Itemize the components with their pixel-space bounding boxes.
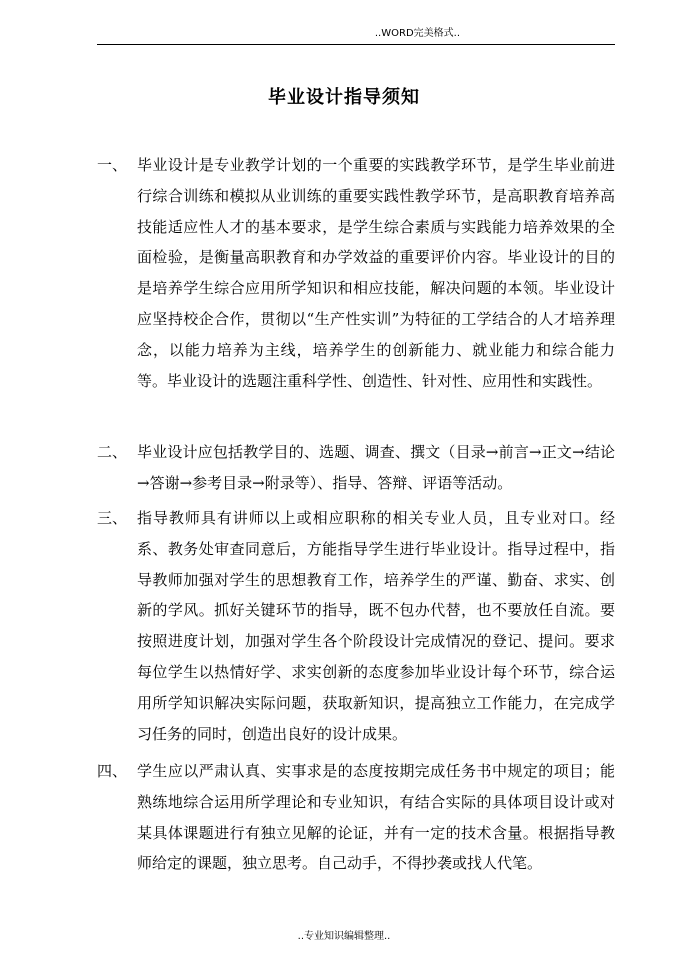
- list-item-number: 四、: [97, 762, 128, 780]
- page-header: [97, 26, 615, 45]
- page-footer: ..专业知识编辑整理..: [297, 931, 391, 942]
- list-item-text: 毕业设计是专业教学计划的一个重要的实践教学环节，是学生毕业前进行综合训练和模拟从业训练的重要实践性教学环节，是高职教育培养高技能适应性人才的基本要求，是学生综合素质与实践能力培养效果的全面检验，是衡量高职教育和办学效益的重要评价内容。毕业设计的目的是培养学生综合应用所学知识和相应技能，解决问题的本领。毕业设计应坚持校企合作，贯彻以“生产性实训”为特征的工学结合的人才培养理念，以能力培养为主线，培养学生的创新能力、就业能力和综合能力等。毕业设计的选题注重科学性、创造性、针对性、应用性和实践性。: [137, 156, 615, 390]
- list-item-3: [97, 503, 617, 749]
- list-item-number: 三、: [97, 509, 128, 527]
- list-item-text: 毕业设计应包括教学目的、选题、调查、撰文（目录→前言→正文→结论→答谢→参考目录→附录等）、指导、答辩、评语等活动。: [137, 443, 615, 492]
- list-item-2: [97, 437, 617, 499]
- list-item-1: [97, 150, 617, 396]
- list-item-number: 二、: [97, 443, 128, 461]
- list-item-text: 指导教师具有讲师以上或相应职称的相关专业人员，且专业对口。经系、教务处审查同意后，方能指导学生进行毕业设计。指导过程中，指导教师加强对学生的思想教育工作，培养学生的严谨、勤奋、求实、创新的学风。抓好关键环节的指导，既不包办代替，也不要放任自流。要按照进度计划，加强对学生各个阶段设计完成情况的登记、提问。要求每位学生以热情好学、求实创新的态度参加毕业设计每个环节，综合运用所学知识解决实际问题，获取新知识，提高独立工作能力，在完成学习任务的同时，创造出良好的设计成果。: [137, 509, 615, 743]
- list-item-number: 一、: [97, 156, 128, 174]
- list-item-text: 学生应以严肃认真、实事求是的态度按期完成任务书中规定的项目；能熟练地综合运用所学理论和专业知识，有结合实际的具体项目设计或对某具体课题进行有独立见解的论证，并有一定的技术含量。根据指导教师给定的课题，独立思考。自己动手，不得抄袭或找人代笔。: [137, 762, 615, 873]
- document-title: 毕业设计指导须知: [268, 87, 420, 108]
- header-text: ..WORD完美格式..: [374, 28, 460, 39]
- list-item-4: [97, 756, 617, 879]
